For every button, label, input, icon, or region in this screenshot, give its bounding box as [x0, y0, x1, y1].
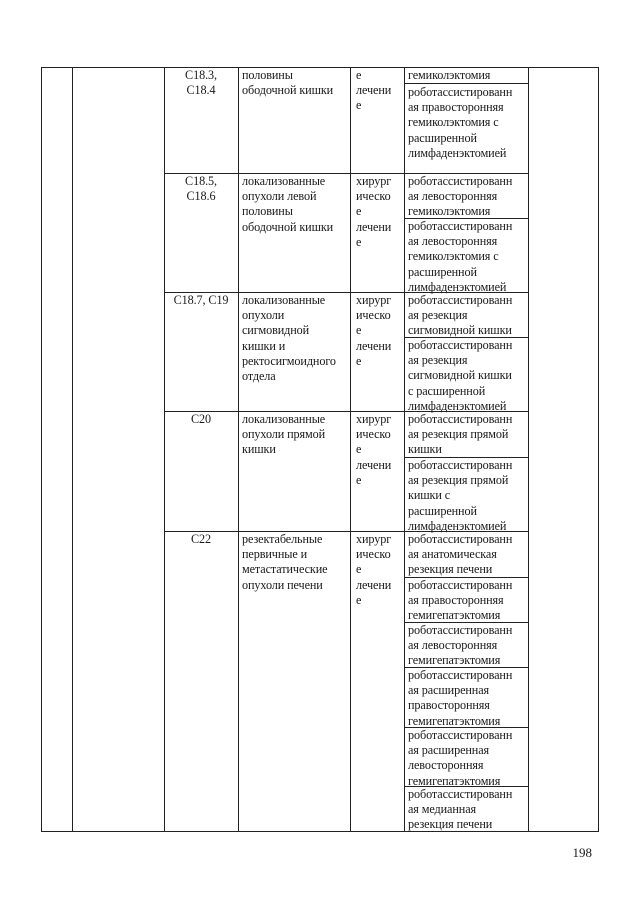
column-divider-4 [350, 67, 351, 832]
treatment-type: хирург ическо е лечени е [356, 293, 392, 368]
treatment-type: хирург ическо е лечени е [356, 174, 392, 249]
icd-code: C22 [190, 532, 212, 546]
column-divider-1 [72, 67, 73, 832]
treatment-type: хирург ическо е лечени е [356, 532, 392, 607]
treatment-method: роботассистированн ая медианная резекция печени [408, 787, 513, 832]
treatment-method: роботассистированн ая левосторонняя гемигепатэктомия [408, 623, 513, 668]
icd-code: C20 [190, 412, 212, 426]
treatment-type: е лечени е [356, 68, 392, 113]
icd-code: C18.5, C18.6 [185, 174, 217, 204]
disease-description: локализованные опухоли сигмовидной кишки и ректосигмоидного отдела [242, 293, 336, 384]
disease-description: половины ободочной кишки [242, 68, 334, 98]
column-divider-2 [164, 67, 165, 832]
treatment-method: гемиколэктомия [408, 68, 491, 82]
treatment-method: роботассистированн ая резекция сигмовидной кишки с расширенной лимфаденэктомией [408, 338, 513, 413]
disease-description: резектабельные первичные и метастатические опухоли печени [242, 532, 328, 592]
page-number: 198 [572, 845, 592, 860]
treatment-method: роботассистированн ая анатомическая резекция печени [408, 532, 513, 577]
treatment-method: роботассистированн ая правосторонняя гемигепатэктомия [408, 578, 513, 623]
treatment-method: роботассистированн ая левосторонняя гемиколэктомия с расширенной лимфаденэктомией [408, 219, 513, 294]
treatment-method: роботассистированн ая левосторонняя гемиколэктомия [408, 174, 513, 219]
column-divider-3 [238, 67, 239, 832]
table-border-right [598, 67, 599, 832]
column-divider-6 [528, 67, 529, 832]
icd-code: C18.7, C19 [173, 293, 229, 307]
treatment-method: роботассистированн ая расширенная правосторонняя гемигепатэктомия [408, 668, 513, 728]
icd-code: C18.3, C18.4 [185, 68, 217, 98]
treatment-method: роботассистированн ая резекция прямой кишки с расширенной лимфаденэктомией [408, 458, 513, 533]
treatment-method: роботассистированн ая правосторонняя гемиколэктомия с расширенной лимфаденэктомией [408, 85, 513, 160]
treatment-method: роботассистированн ая резекция сигмовидной кишки [408, 293, 513, 338]
treatment-method: роботассистированн ая расширенная левосторонняя гемигепатэктомия [408, 728, 513, 788]
disease-description: локализованные опухоли прямой кишки [242, 412, 326, 457]
treatment-method: роботассистированн ая резекция прямой кишки [408, 412, 513, 457]
disease-description: локализованные опухоли левой половины ободочной кишки [242, 174, 334, 234]
table-border-left [41, 67, 42, 832]
treatment-type: хирург ическо е лечени е [356, 412, 392, 487]
column-divider-5 [404, 67, 405, 832]
